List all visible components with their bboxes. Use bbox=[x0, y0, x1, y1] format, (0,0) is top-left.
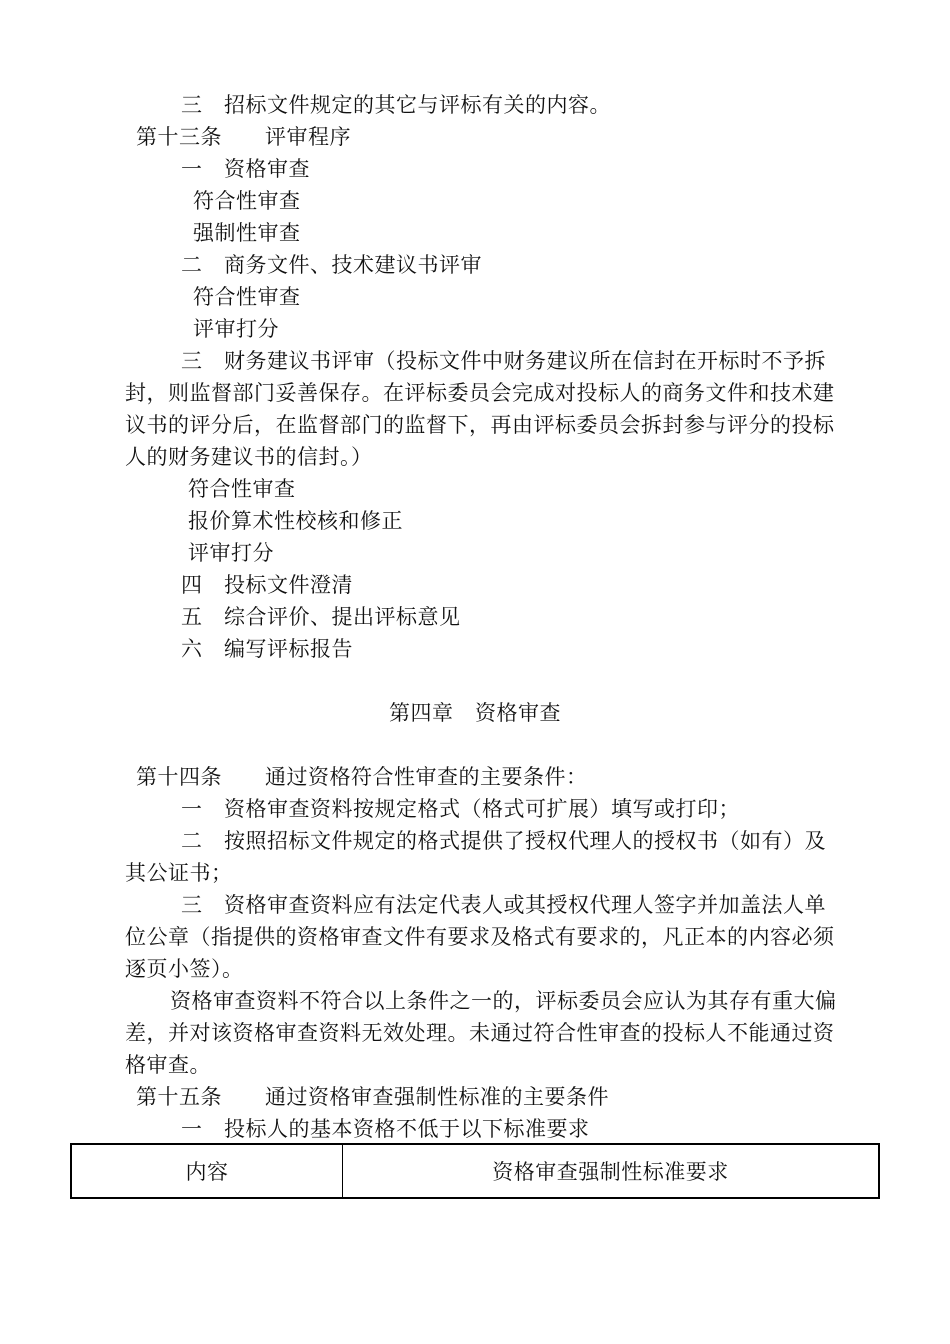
paragraph-line: 逐页小签）。 bbox=[125, 957, 244, 981]
chapter-title: 第四章 资格审查 bbox=[389, 701, 561, 725]
paragraph-line: 人的财务建议书的信封。） bbox=[125, 445, 373, 469]
text-line: 三 招标文件规定的其它与评标有关的内容。 bbox=[181, 93, 611, 117]
list-item: 评审打分 bbox=[193, 317, 279, 341]
list-item: 强制性审查 bbox=[193, 221, 301, 245]
paragraph-line: 封，则监督部门妥善保存。在评标委员会完成对投标人的商务文件和技术建 bbox=[125, 381, 835, 405]
list-item: 符合性审查 bbox=[193, 189, 301, 213]
paragraph-line: 位公章（指提供的资格审查文件有要求及格式有要求的，凡正本的内容必须 bbox=[125, 925, 835, 949]
list-item: 一 资格审查资料按规定格式（格式可扩展）填写或打印； bbox=[181, 797, 740, 821]
requirements-table bbox=[70, 1143, 880, 1199]
paragraph-line: 二 按照招标文件规定的格式提供了授权代理人的授权书（如有）及 bbox=[181, 829, 826, 853]
article-heading: 第十四条 通过资格符合性审查的主要条件： bbox=[136, 765, 588, 789]
paragraph-line: 资格审查资料不符合以上条件之一的，评标委员会应认为其存有重大偏 bbox=[170, 989, 837, 1013]
list-item: 符合性审查 bbox=[188, 477, 296, 501]
list-item: 符合性审查 bbox=[193, 285, 301, 309]
list-item: 一 投标人的基本资格不低于以下标准要求 bbox=[181, 1117, 590, 1141]
paragraph-line: 三 财务建议书评审（投标文件中财务建议所在信封在开标时不予拆 bbox=[181, 349, 826, 373]
list-item: 报价算术性校核和修正 bbox=[188, 509, 403, 533]
paragraph-line: 差，并对该资格审查资料无效处理。未通过符合性审查的投标人不能通过资 bbox=[125, 1021, 835, 1045]
list-item: 六 编写评标报告 bbox=[181, 637, 353, 661]
list-item: 一 资格审查 bbox=[181, 157, 310, 181]
table-header-requirements: 资格审查强制性标准要求 bbox=[492, 1160, 729, 1184]
list-item: 五 综合评价、提出评标意见 bbox=[181, 605, 461, 629]
list-item: 四 投标文件澄清 bbox=[181, 573, 353, 597]
article-heading: 第十五条 通过资格审查强制性标准的主要条件 bbox=[136, 1085, 609, 1109]
table-header-content: 内容 bbox=[72, 1145, 343, 1197]
article-heading: 第十三条 评审程序 bbox=[136, 125, 351, 149]
list-item: 评审打分 bbox=[188, 541, 274, 565]
list-item: 二 商务文件、技术建议书评审 bbox=[181, 253, 482, 277]
paragraph-line: 议书的评分后，在监督部门的监督下，再由评标委员会拆封参与评分的投标 bbox=[125, 413, 835, 437]
paragraph-line: 其公证书； bbox=[125, 861, 233, 885]
paragraph-line: 三 资格审查资料应有法定代表人或其授权代理人签字并加盖法人单 bbox=[181, 893, 826, 917]
paragraph-line: 格审查。 bbox=[125, 1053, 211, 1077]
